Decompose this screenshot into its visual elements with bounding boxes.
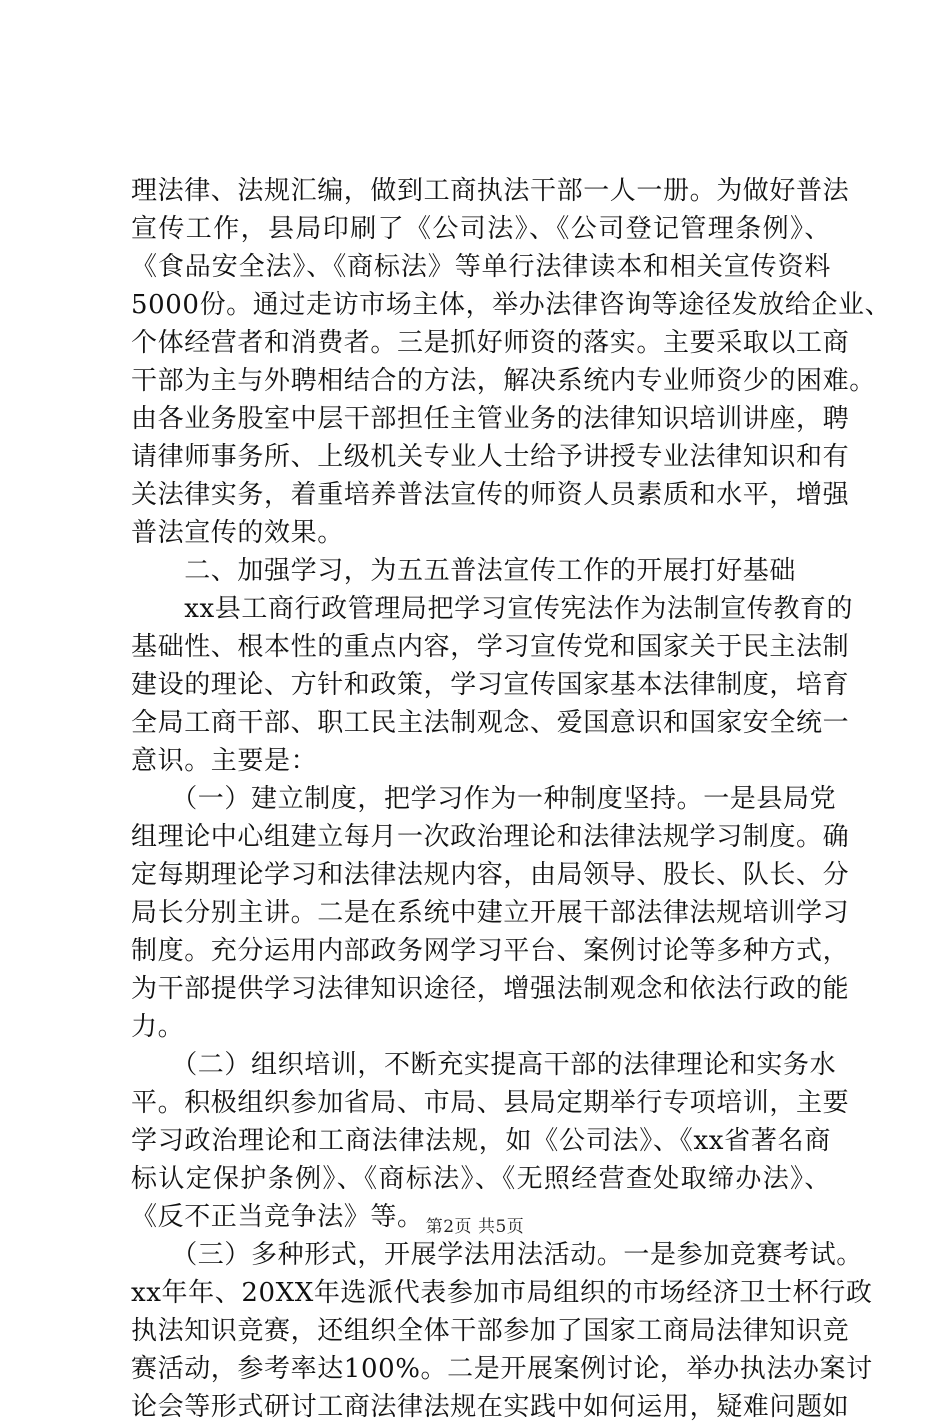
text-line: 《反不正当竞争法》等。: [131, 1202, 424, 1232]
text-line: 建设的理论、方针和政策，学习宣传国家基本法律制度，培育: [131, 670, 850, 700]
text-line: 个体经营者和消费者。三是抓好师资的落实。主要采取以工商: [131, 328, 850, 358]
text-line: 宣传工作，县局印刷了《公司法》、《公司登记管理条例》、: [131, 214, 831, 244]
text-line: 关法律实务，着重培养普法宣传的师资人员素质和水平，增强: [131, 480, 850, 510]
text-line: 干部为主与外聘相结合的方法，解决系统内专业师资少的困难。: [131, 366, 876, 396]
text-line: 普法宣传的效果。: [131, 518, 344, 548]
text-line: 为干部提供学习法律知识途径，增强法制观念和依法行政的能: [131, 974, 850, 1004]
text-line: 请律师事务所、上级机关专业人士给予讲授专业法律知识和有: [131, 442, 850, 472]
text-line: 组理论中心组建立每月一次政治理论和法律法规学习制度。确: [131, 822, 850, 852]
text-line: 学习政治理论和工商法律法规，如《公司法》、《xx省著名商: [131, 1126, 831, 1156]
text-line: 定每期理论学习和法律法规内容，由局领导、股长、队长、分: [131, 860, 850, 890]
text-line: 由各业务股室中层干部担任主管业务的法律知识培训讲座，聘: [131, 404, 850, 434]
text-line: 平。积极组织参加省局、市局、县局定期举行专项培训，主要: [131, 1088, 850, 1118]
text-line: 制度。充分运用内部政务网学习平台、案例讨论等多种方式，: [131, 936, 850, 966]
text-line: （三）多种形式，开展学法用法活动。一是参加竞赛考试。: [131, 1240, 863, 1270]
text-line: 《食品安全法》、《商标法》等单行法律读本和相关宣传资料: [131, 252, 831, 282]
text-line: 力。: [131, 1012, 185, 1042]
text-line: （二）组织培训，不断充实提高干部的法律理论和实务水: [131, 1050, 837, 1080]
text-line: 基础性、根本性的重点内容，学习宣传党和国家关于民主法制: [131, 632, 850, 662]
text-line: 论会等形式研讨工商法律法规在实践中如何运用，疑难问题如: [131, 1392, 850, 1422]
text-line: 全局工商干部、职工民主法制观念、爱国意识和国家安全统一: [131, 708, 850, 738]
document-body: [131, 172, 892, 1426]
text-line: xx县工商行政管理局把学习宣传宪法作为法制宣传教育的: [131, 594, 854, 624]
text-line: 5000份。通过走访市场主体，举办法律咨询等途径发放给企业、: [131, 290, 892, 320]
text-line: 理法律、法规汇编，做到工商执法干部一人一册。为做好普法: [131, 176, 850, 206]
page-footer: 第2页 共5页: [425, 1217, 525, 1237]
text-line: 标认定保护条例》、《商标法》、《无照经营查处取缔办法》、: [131, 1164, 831, 1194]
text-line: xx年年、20XX年选派代表参加市局组织的市场经济卫士杯行政: [131, 1278, 873, 1308]
text-line: 赛活动，参考率达100%。二是开展案例讨论，举办执法办案讨: [131, 1354, 873, 1384]
text-line: 二、加强学习，为五五普法宣传工作的开展打好基础: [131, 556, 797, 586]
text-line: 意识。主要是：: [131, 746, 318, 776]
text-line: 局长分别主讲。二是在系统中建立开展干部法律法规培训学习: [131, 898, 850, 928]
text-line: 执法知识竞赛，还组织全体干部参加了国家工商局法律知识竞: [131, 1316, 850, 1346]
text-line: （一）建立制度，把学习作为一种制度坚持。一是县局党: [131, 784, 837, 814]
